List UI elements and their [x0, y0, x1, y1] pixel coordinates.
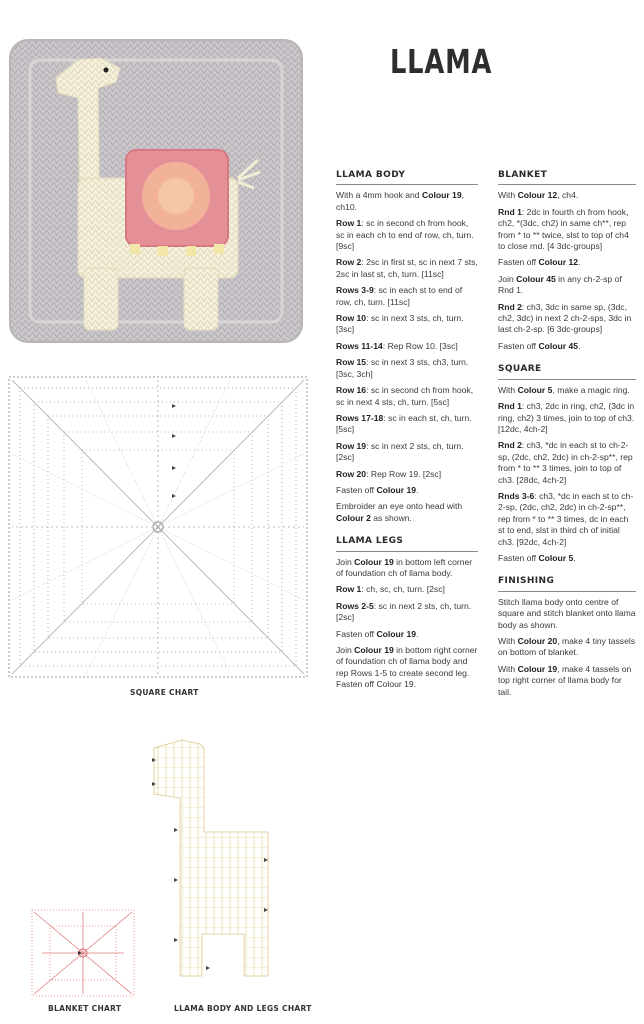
- blanket-chart: [28, 906, 138, 1000]
- step-text: : ch3, *dc in each st to ch-2-sp, (2dc, ch2, 2dc) in ch-2-sp**, rep from * to ** 3 times, dc in each st to end, slst in third ch of initial ch3. [92dc, 4ch-2]: [498, 490, 634, 547]
- step-text-after: , make 4 tiny tassels on bottom of blanket.: [498, 636, 636, 658]
- step-text: Join: [336, 556, 355, 567]
- step-text: : sc in second ch from hook, sc in each ch to end of row, ch, turn. [9sc]: [336, 218, 474, 252]
- finishing-section: [498, 576, 636, 698]
- step-text: Join: [498, 273, 517, 284]
- instruction-step: [336, 645, 478, 691]
- step-text: : sc in next 3 sts, ch3, turn. [3sc, 3ch]: [336, 357, 469, 379]
- colour-name: Colour 19: [517, 663, 558, 674]
- colour-name: Colour 19: [354, 556, 394, 567]
- step-label: Rnd 2: [498, 440, 522, 451]
- colour-name: Colour 12: [538, 257, 579, 268]
- colour-name: Colour 20: [517, 636, 558, 646]
- instruction-step: [336, 285, 478, 308]
- step-text: With a 4mm hook and: [336, 190, 422, 201]
- step-list: [336, 557, 478, 691]
- step-text: Fasten off: [336, 484, 377, 495]
- step-label: Rows 3-9: [336, 285, 374, 296]
- blanket-section: [498, 170, 636, 352]
- step-text: : sc in next 2 sts, ch, turn. [2sc]: [336, 440, 464, 463]
- step-text: With: [498, 663, 518, 674]
- llama-body-section: [336, 170, 478, 524]
- instruction-step: [336, 557, 478, 580]
- instruction-step: [498, 274, 636, 297]
- instruction-step: [336, 629, 478, 640]
- step-text: Fasten off: [498, 340, 539, 351]
- instruction-step: [498, 491, 636, 548]
- step-text-after: .: [573, 552, 576, 563]
- step-label: Rows 11-14: [336, 340, 383, 351]
- step-text: Fasten off: [498, 257, 539, 268]
- step-label: Row 1: [336, 584, 362, 595]
- page-title: LLAMA: [390, 42, 493, 81]
- instruction-step: [498, 401, 636, 435]
- section-heading: FINISHING: [498, 576, 636, 591]
- instruction-step: [336, 485, 478, 496]
- step-list: [498, 190, 636, 352]
- colour-name: Colour 12: [517, 190, 558, 201]
- step-label: Rnd 1: [498, 206, 522, 217]
- step-text-after: , ch4.: [557, 190, 579, 201]
- step-list: [336, 190, 478, 524]
- step-text-after: .: [578, 340, 581, 351]
- step-label: Rnd 2: [498, 301, 522, 312]
- llama-body-legs-chart: [146, 738, 286, 994]
- colour-name: Colour 19: [421, 190, 462, 201]
- step-text-after: in any ch-2-sp of Rnd 1.: [498, 273, 622, 296]
- step-text: : sc in next 2 sts, ch, turn. [2sc]: [336, 600, 472, 623]
- instruction-step: [498, 636, 636, 659]
- step-label: Rows 17-18: [336, 412, 384, 423]
- step-text: Embroider an eye onto head with: [336, 501, 463, 512]
- instruction-step: [336, 341, 478, 352]
- step-text: : Rep Row 10. [3sc]: [382, 340, 458, 351]
- instruction-step: [498, 664, 636, 698]
- colour-name: Colour 2: [336, 512, 371, 523]
- instruction-step: [498, 553, 636, 564]
- step-label: Row 15: [336, 357, 367, 368]
- step-label: Row 16: [336, 385, 367, 396]
- step-label: Rnd 1: [498, 401, 522, 412]
- step-text-after: in bottom right corner of foundation ch of llama body and rep Rows 1-5 to create second leg. Fasten off Colour 19.: [336, 645, 478, 690]
- step-label: Rnds 3-6: [498, 490, 535, 501]
- step-text: Stitch llama body onto centre of square and stitch blanket onto llama body as shown.: [498, 596, 636, 630]
- step-text-after: , ch10.: [336, 190, 465, 212]
- colour-name: Colour 19: [376, 484, 417, 495]
- step-label: Rows 2-5: [336, 600, 374, 611]
- colour-name: Colour 5: [517, 384, 553, 395]
- section-heading: BLANKET: [498, 170, 636, 185]
- instruction-step: [336, 441, 478, 464]
- llama-legs-section: [336, 536, 478, 690]
- step-text: : sc in each st to end of row, ch, turn. [11sc]: [336, 285, 463, 307]
- step-text: With: [498, 384, 518, 395]
- instruction-step: [336, 218, 478, 252]
- instruction-step: [498, 190, 636, 201]
- instruction-step: [336, 357, 478, 380]
- step-text: : ch, sc, ch, turn. [2sc]: [361, 584, 445, 595]
- left-instructions-column: [336, 170, 478, 696]
- instruction-step: [336, 313, 478, 336]
- step-text: : sc in second ch from hook, sc in next 4 sts, ch, turn. [5sc]: [336, 385, 474, 407]
- colour-name: Colour 45: [538, 340, 579, 351]
- instruction-step: [498, 207, 636, 253]
- right-instructions-column: [498, 170, 636, 703]
- instruction-step: [498, 341, 636, 352]
- step-label: Row 10: [336, 313, 367, 324]
- instruction-step: [498, 440, 636, 486]
- step-text: Join: [336, 645, 355, 655]
- step-text: : 2dc in fourth ch from hook, ch2, *(3dc, ch2) in same ch**, rep from * to ** twice, slst to top of ch4 to close rnd. [4 3dc-groups]: [498, 206, 629, 252]
- step-text: : ch3, 2dc in ring, ch2, (3dc in ring, ch2) 3 times, join to top of ch3. [12dc, 4ch-2]: [498, 401, 635, 434]
- square-chart-label: SQUARE CHART: [130, 688, 199, 697]
- step-list: [498, 385, 636, 565]
- step-text: : ch3, 3dc in same sp, (3dc, ch2, 3dc) in next 2 ch-2-sps, 3dc in last ch-2-sp. [6 3dc-groups]: [498, 301, 632, 335]
- step-text-after: .: [578, 257, 581, 268]
- colour-name: Colour 5: [538, 552, 574, 563]
- instruction-step: [498, 257, 636, 268]
- step-text-after: as shown.: [370, 512, 412, 523]
- step-label: Row 19: [336, 440, 367, 451]
- instruction-step: [336, 584, 478, 595]
- blanket-chart-label: BLANKET CHART: [48, 1004, 122, 1013]
- square-chart: [6, 374, 310, 680]
- colour-name: Colour 19: [354, 645, 394, 655]
- step-text: Fasten off: [498, 552, 539, 563]
- step-list: [498, 597, 636, 698]
- step-text: : 2sc in first st, sc in next 7 sts, 2sc in last st, ch, turn. [11sc]: [336, 257, 478, 279]
- step-text-after: .: [416, 484, 419, 495]
- step-text: : ch3, *dc in each st to ch-2-sp, (2dc, ch2, 2dc) in ch-2-sp**, rep from * to ** 3 times, join to top of ch3. [28dc, 4ch-2]: [498, 440, 633, 485]
- colour-name: Colour 45: [516, 273, 556, 284]
- step-text: : Rep Row 19. [2sc]: [366, 468, 442, 479]
- step-label: Row 20: [336, 468, 367, 479]
- step-label: Row 2: [336, 257, 362, 268]
- instruction-step: [336, 385, 478, 408]
- square-section: [498, 364, 636, 564]
- llama-chart-label: LLAMA BODY AND LEGS CHART: [174, 1004, 312, 1013]
- llama-square-photo: [8, 38, 304, 344]
- instruction-step: [336, 601, 478, 624]
- instruction-step: [336, 257, 478, 280]
- step-text-after: , make 4 tassels on top right corner of llama body for tail.: [498, 663, 632, 697]
- step-text-after: .: [416, 628, 419, 639]
- instruction-step: [498, 597, 636, 631]
- step-text: With: [498, 190, 518, 201]
- colour-name: Colour 19: [376, 628, 417, 639]
- section-heading: LLAMA LEGS: [336, 536, 478, 551]
- section-heading: SQUARE: [498, 364, 636, 379]
- step-text: Fasten off: [336, 628, 377, 639]
- instruction-step: [336, 501, 478, 524]
- section-heading: LLAMA BODY: [336, 170, 478, 185]
- instruction-step: [498, 302, 636, 336]
- step-text: : sc in next 3 sts, ch, turn. [3sc]: [336, 313, 464, 335]
- step-text: With: [498, 636, 518, 646]
- instruction-step: [336, 469, 478, 480]
- step-text: : sc in each st, ch, turn. [5sc]: [336, 412, 472, 435]
- instruction-step: [336, 413, 478, 436]
- instruction-step: [498, 385, 636, 396]
- step-text-after: , make a magic ring.: [552, 384, 630, 395]
- step-label: Row 1: [336, 218, 362, 229]
- step-text-after: in bottom left corner of foundation ch of llama body.: [336, 556, 473, 578]
- instruction-step: [336, 190, 478, 213]
